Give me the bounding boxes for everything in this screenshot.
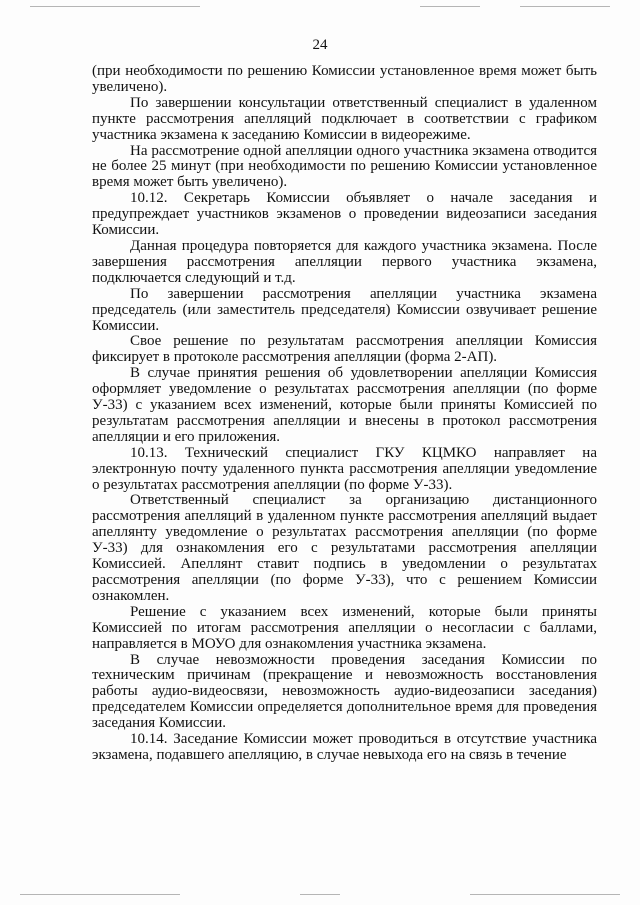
scan-edge-line [300, 894, 340, 895]
scan-edge-line [20, 894, 180, 895]
paragraph: В случае невозможности проведения заседания Комиссии по техническим причинам (прекращение и невозможность восстановления работы аудио-видеосвязи, невозможность аудио-видеозаписи заседания) председателем Комиссии определяется дополнительное время для проведения заседания Комиссии. [92, 651, 597, 732]
paragraph: 10.12. Секретарь Комиссии объявляет о начале заседания и предупреждает участников экзаменов о проведении видеозаписи заседания Комиссии. [92, 190, 597, 239]
paragraph: По завершении консультации ответственный специалист в удаленном пункте рассмотрения апелляций подключает в соответствии с графиком участника экзамена к заседанию Комиссии в видеорежиме. [92, 94, 597, 143]
paragraph: 10.13. Технический специалист ГКУ КЦМКО направляет на электронную почту удаленного пункта рассмотрения апелляции уведомление о результатах рассмотрения апелляции (по форме У-33). [92, 444, 597, 493]
paragraph: 10.14. Заседание Комиссии может проводиться в отсутствие участника экзамена, подавшего апелляцию, в случае невыхода его на связь в течение [92, 731, 597, 763]
paragraph: Свое решение по результатам рассмотрения апелляции Комиссия фиксирует в протоколе рассмотрения апелляции (форма 2-АП). [92, 333, 597, 366]
paragraph: (при необходимости по решению Комиссии установленное время может быть увеличено). [92, 63, 597, 95]
paragraph: Ответственный специалист за организацию дистанционного рассмотрения апелляций в удаленном пункте рассмотрения апелляций выдает апеллянту уведомление о результатах рассмотрения апелляции (по форме У-33) для ознакомления его с результатами рассмотрения апелляции Комиссией. Апеллянт ставит подпись в уведомлении о результатах рассмотрения апелляции (по форме У-33), что с решением Комиссии ознакомлен. [92, 492, 597, 604]
paragraph: Данная процедура повторяется для каждого участника экзамена. После завершения рассмотрения апелляции первого участника экзамена, подключается следующий и т.д. [92, 237, 597, 286]
scan-edge-line [520, 6, 610, 7]
paragraph: На рассмотрение одной апелляции одного участника экзамена отводится не более 25 минут (при необходимости по решению Комиссии установленное время может быть увеличено). [92, 142, 597, 191]
page-number: 24 [312, 37, 328, 53]
paragraph: В случае принятия решения об удовлетворении апелляции Комиссия оформляет уведомление о результатах рассмотрения апелляции (по форме У-33) с указанием всех изменений, которые были приняты Комиссией по результатам рассмотрения апелляции и внесены в протокол рассмотрения апелляции и его приложения. [92, 365, 597, 445]
paragraph: Решение с указанием всех изменений, которые были приняты Комиссией по итогам рассмотрения апелляции о несогласии с баллами, направляется в МОУО для ознакомления участника экзамена. [92, 603, 597, 652]
scan-edge-line [470, 894, 620, 895]
paragraph: По завершении рассмотрения апелляции участника экзамена председатель (или заместитель председателя) Комиссии озвучивает решение Комиссии. [92, 285, 597, 334]
scan-edge-line [30, 6, 200, 7]
body-text [92, 64, 597, 764]
scan-edge-line [420, 6, 480, 7]
